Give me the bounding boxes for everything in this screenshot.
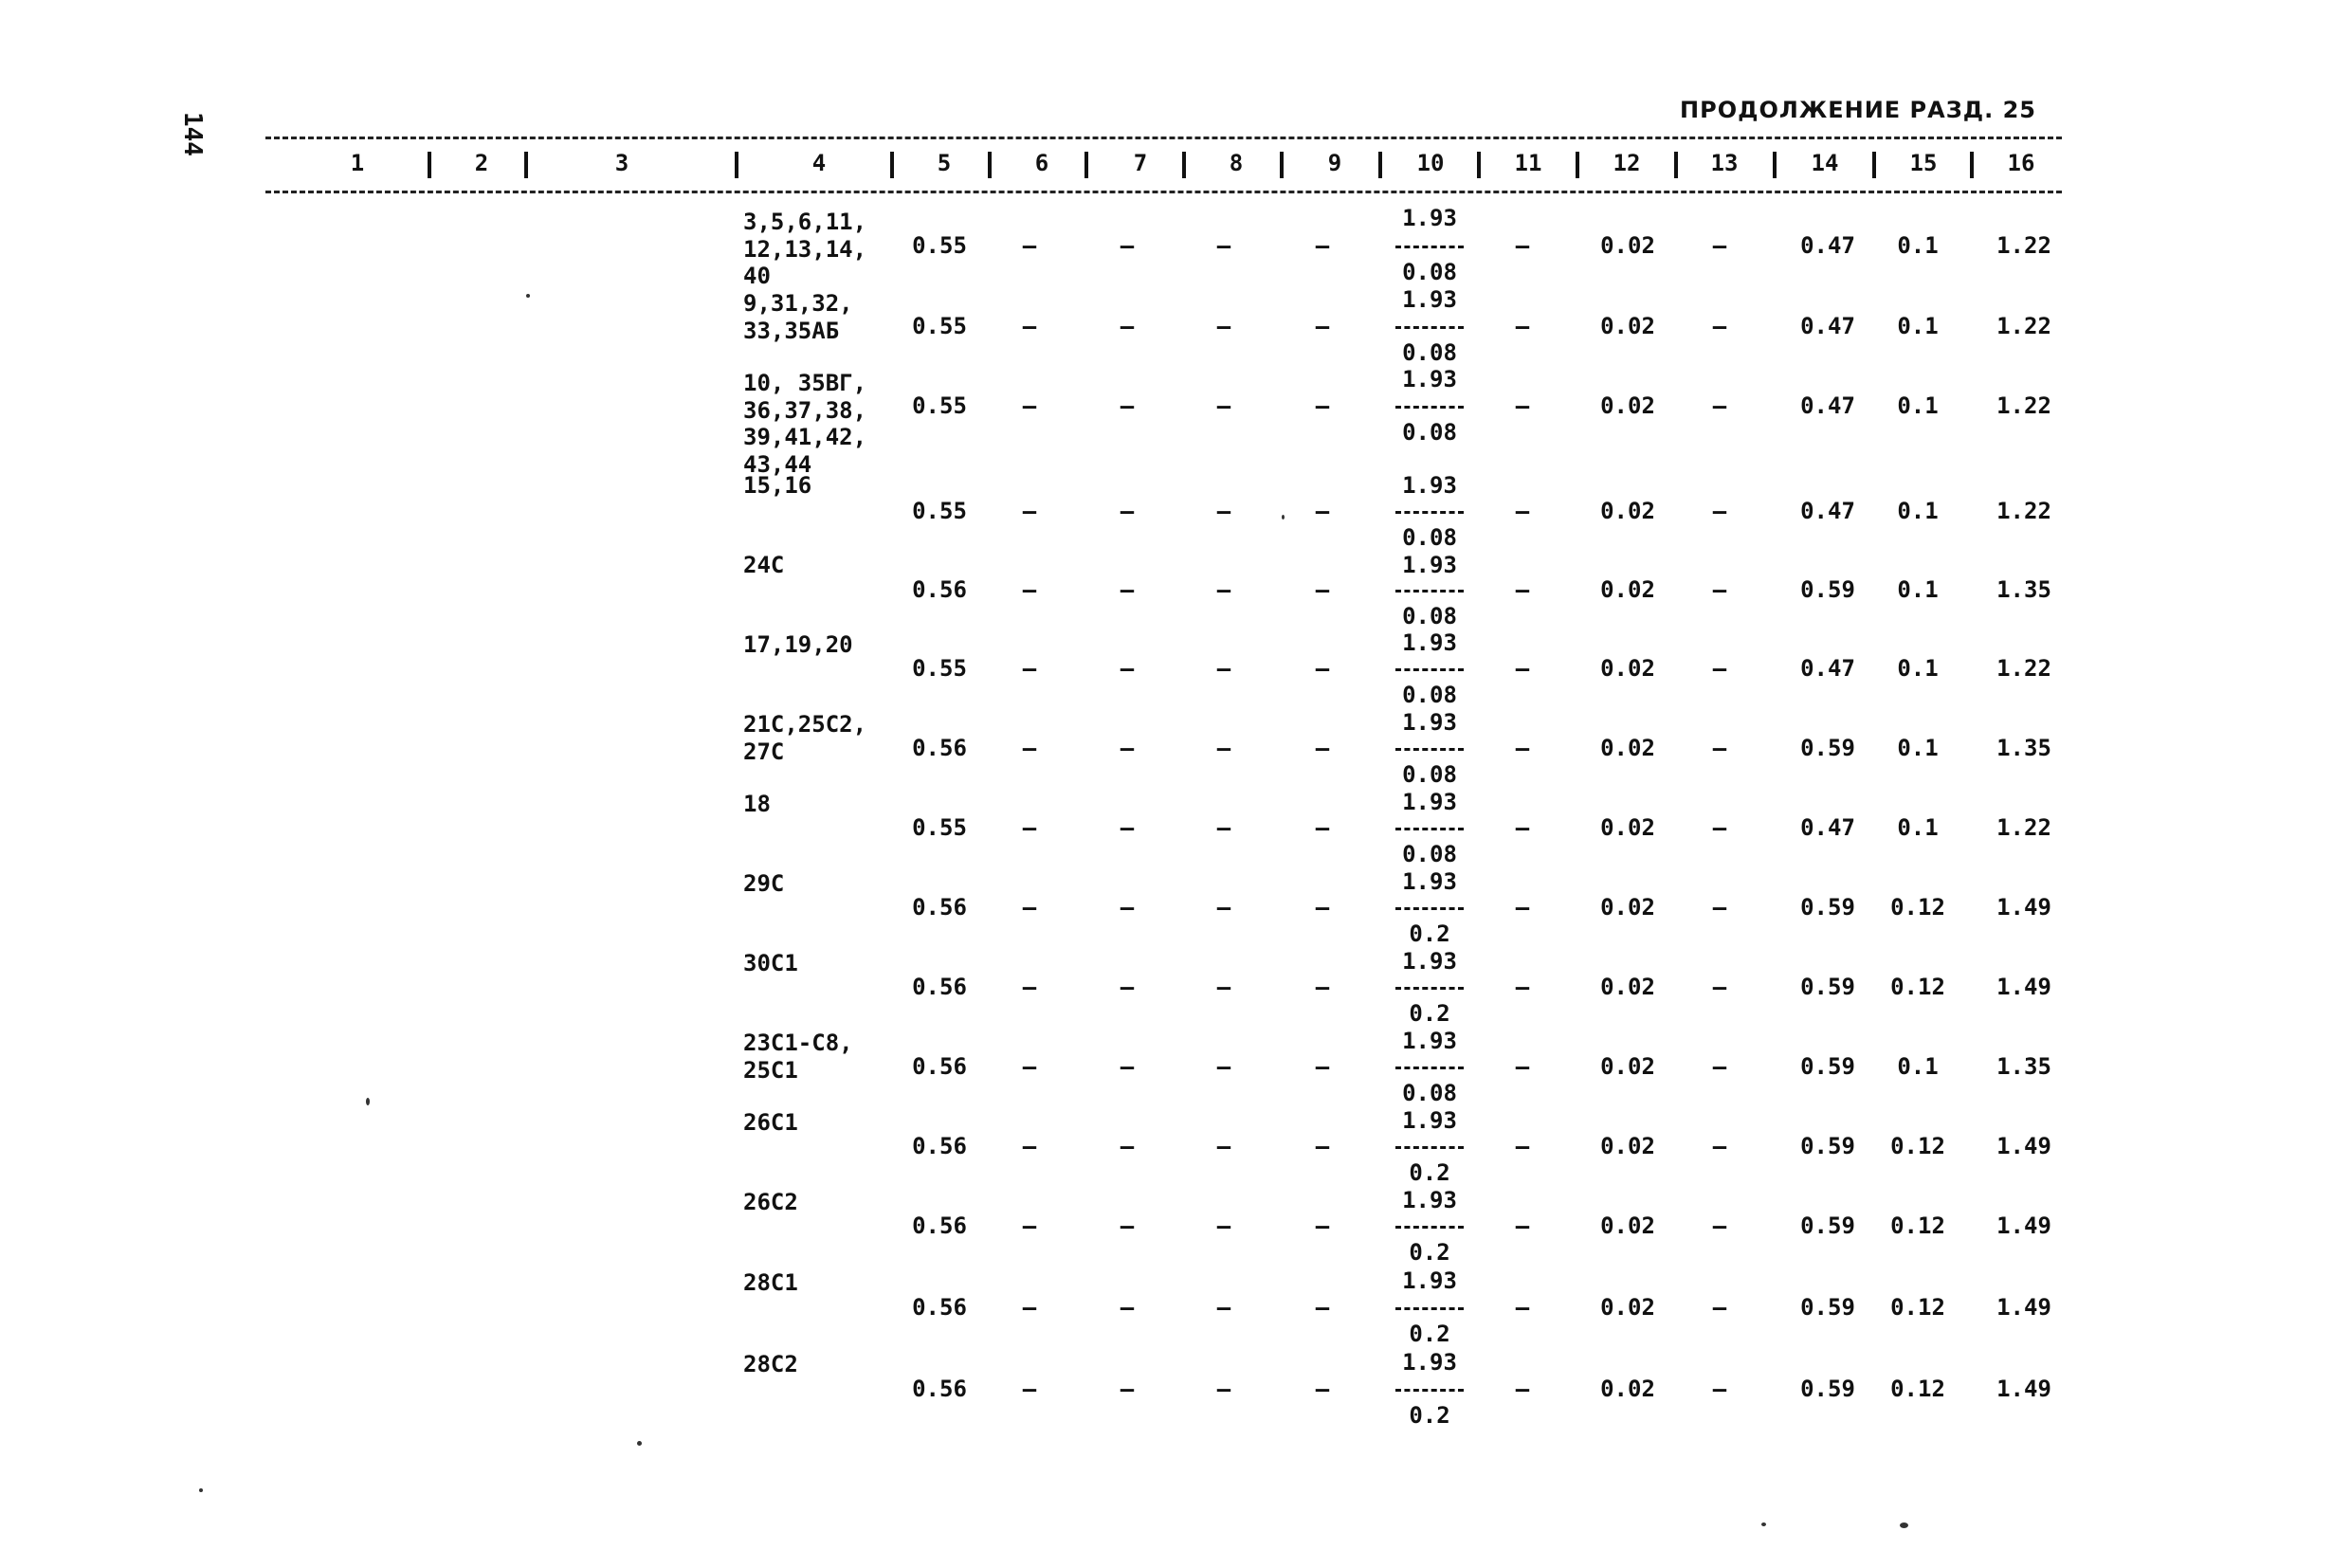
column-header-5: 5 xyxy=(937,150,952,176)
cell-c16: 1.22 xyxy=(1996,498,2051,524)
cell-c10-numerator: 1.93 xyxy=(1402,552,1457,578)
cell-c14: 0.59 xyxy=(1800,894,1855,921)
cell-c5: 0.56 xyxy=(912,576,967,603)
cell-c11: – xyxy=(1515,392,1530,419)
cell-c11: – xyxy=(1515,894,1530,921)
cell-c15: 0.1 xyxy=(1897,655,1939,682)
cell-c13: – xyxy=(1712,1053,1727,1080)
cell-col4-line: 39,41,42, xyxy=(743,424,867,450)
cell-c8: – xyxy=(1216,1294,1231,1321)
cell-c8: – xyxy=(1216,1212,1231,1239)
cell-c9: – xyxy=(1315,1294,1330,1321)
cell-c14: 0.47 xyxy=(1800,814,1855,841)
cell-c15: 0.12 xyxy=(1890,1212,1945,1239)
cell-c10-denominator: 0.08 xyxy=(1402,259,1457,285)
cell-c8: – xyxy=(1216,894,1231,921)
cell-c11: – xyxy=(1515,1376,1530,1402)
cell-c7: – xyxy=(1120,1212,1135,1239)
column-header-7: 7 xyxy=(1133,150,1148,176)
cell-c15: 0.1 xyxy=(1897,392,1939,419)
cell-c7: – xyxy=(1120,498,1135,524)
scan-speck xyxy=(1761,1522,1766,1526)
cell-c7: – xyxy=(1120,974,1135,1000)
cell-c11: – xyxy=(1515,655,1530,682)
fraction-bar xyxy=(1395,1146,1464,1149)
column-header-13: 13 xyxy=(1710,150,1739,176)
cell-c5: 0.55 xyxy=(912,498,967,524)
column-header-10: 10 xyxy=(1416,150,1445,176)
cell-c8: – xyxy=(1216,974,1231,1000)
cell-c16: 1.49 xyxy=(1996,974,2051,1000)
cell-c14: 0.59 xyxy=(1800,974,1855,1000)
cell-c12: 0.02 xyxy=(1600,1294,1655,1321)
column-header-8: 8 xyxy=(1229,150,1244,176)
cell-c14: 0.59 xyxy=(1800,1212,1855,1239)
cell-c10-numerator: 1.93 xyxy=(1402,629,1457,656)
cell-c11: – xyxy=(1515,576,1530,603)
cell-c16: 1.49 xyxy=(1996,1294,2051,1321)
cell-c5: 0.56 xyxy=(912,974,967,1000)
column-header-15: 15 xyxy=(1909,150,1938,176)
cell-c10-denominator: 0.08 xyxy=(1402,1080,1457,1106)
column-header-4: 4 xyxy=(811,150,827,176)
column-separator xyxy=(1182,152,1186,178)
cell-c10-numerator: 1.93 xyxy=(1402,205,1457,231)
cell-c10-numerator: 1.93 xyxy=(1402,472,1457,499)
cell-c6: – xyxy=(1022,894,1037,921)
column-header-6: 6 xyxy=(1034,150,1049,176)
cell-c5: 0.56 xyxy=(912,1294,967,1321)
cell-col4-line: 25С1 xyxy=(743,1056,798,1084)
cell-c10-numerator: 1.93 xyxy=(1402,286,1457,313)
cell-c10-denominator: 0.08 xyxy=(1402,841,1457,867)
column-separator xyxy=(1576,152,1579,178)
cell-c11: – xyxy=(1515,232,1530,259)
cell-c9: – xyxy=(1315,814,1330,841)
cell-c10-numerator: 1.93 xyxy=(1402,948,1457,975)
cell-c15: 0.1 xyxy=(1897,313,1939,339)
cell-col4-line: 28С2 xyxy=(743,1351,798,1377)
cell-col4-line: 10, 35ВГ, xyxy=(743,370,867,396)
column-separator xyxy=(1773,152,1777,178)
cell-c14: 0.59 xyxy=(1800,1133,1855,1159)
cell-c5: 0.56 xyxy=(912,1212,967,1239)
cell-c12: 0.02 xyxy=(1600,814,1655,841)
cell-c8: – xyxy=(1216,655,1231,682)
cell-c13: – xyxy=(1712,232,1727,259)
cell-c5: 0.55 xyxy=(912,392,967,419)
cell-c7: – xyxy=(1120,655,1135,682)
cell-c10-numerator: 1.93 xyxy=(1402,1267,1457,1294)
cell-c9: – xyxy=(1315,1212,1330,1239)
cell-col4-line: 12,13,14, xyxy=(743,235,867,263)
cell-c15: 0.1 xyxy=(1897,498,1939,524)
cell-c14: 0.47 xyxy=(1800,498,1855,524)
cell-c15: 0.1 xyxy=(1897,576,1939,603)
cell-col4-line: 28С1 xyxy=(743,1269,798,1296)
cell-c6: – xyxy=(1022,313,1037,339)
cell-c16: 1.35 xyxy=(1996,735,2051,761)
cell-c5: 0.55 xyxy=(912,232,967,259)
cell-col4-line: 33,35АБ xyxy=(743,317,840,344)
cell-c6: – xyxy=(1022,974,1037,1000)
cell-c14: 0.47 xyxy=(1800,655,1855,682)
cell-c9: – xyxy=(1315,576,1330,603)
cell-c15: 0.12 xyxy=(1890,894,1945,921)
cell-c10-numerator: 1.93 xyxy=(1402,709,1457,736)
column-header-1: 1 xyxy=(350,150,365,176)
cell-c9: – xyxy=(1315,894,1330,921)
cell-c16: 1.49 xyxy=(1996,1376,2051,1402)
cell-col4-line: 40 xyxy=(743,263,771,289)
cell-c16: 1.49 xyxy=(1996,1212,2051,1239)
column-header-16: 16 xyxy=(2007,150,2035,176)
section-title: ПРОДОЛЖЕНИЕ РАЗД. 25 xyxy=(1680,97,2036,123)
cell-c8: – xyxy=(1216,1053,1231,1080)
column-separator xyxy=(988,152,992,178)
cell-c13: – xyxy=(1712,576,1727,603)
cell-c6: – xyxy=(1022,1053,1037,1080)
column-separator xyxy=(428,152,431,178)
cell-c11: – xyxy=(1515,1053,1530,1080)
cell-c7: – xyxy=(1120,735,1135,761)
cell-c13: – xyxy=(1712,1212,1727,1239)
cell-c9: – xyxy=(1315,498,1330,524)
column-separator xyxy=(1674,152,1678,178)
cell-c14: 0.47 xyxy=(1800,232,1855,259)
column-separator xyxy=(1378,152,1382,178)
cell-c16: 1.22 xyxy=(1996,232,2051,259)
cell-c10-denominator: 0.08 xyxy=(1402,603,1457,629)
cell-c13: – xyxy=(1712,392,1727,419)
column-separator xyxy=(1084,152,1088,178)
cell-c10-numerator: 1.93 xyxy=(1402,789,1457,815)
cell-c16: 1.22 xyxy=(1996,313,2051,339)
scan-speck xyxy=(366,1098,370,1105)
cell-c11: – xyxy=(1515,1212,1530,1239)
fraction-bar xyxy=(1395,1226,1464,1229)
cell-c6: – xyxy=(1022,498,1037,524)
cell-c12: 0.02 xyxy=(1600,1212,1655,1239)
column-header-11: 11 xyxy=(1514,150,1542,176)
cell-c10-numerator: 1.93 xyxy=(1402,366,1457,392)
cell-c10-denominator: 0.2 xyxy=(1409,1239,1450,1266)
fraction-bar xyxy=(1395,987,1464,990)
cell-c5: 0.56 xyxy=(912,1376,967,1402)
cell-c5: 0.56 xyxy=(912,735,967,761)
fraction-bar xyxy=(1395,1067,1464,1069)
column-header-3: 3 xyxy=(614,150,629,176)
cell-c12: 0.02 xyxy=(1600,655,1655,682)
fraction-bar xyxy=(1395,511,1464,514)
cell-c9: – xyxy=(1315,1376,1330,1402)
cell-c6: – xyxy=(1022,576,1037,603)
cell-c10-denominator: 0.08 xyxy=(1402,761,1457,788)
cell-c7: – xyxy=(1120,814,1135,841)
cell-c11: – xyxy=(1515,814,1530,841)
cell-c13: – xyxy=(1712,1376,1727,1402)
cell-col4-line: 9,31,32, xyxy=(743,290,853,317)
cell-c7: – xyxy=(1120,1294,1135,1321)
cell-c12: 0.02 xyxy=(1600,498,1655,524)
header-bottom-rule xyxy=(265,191,2062,193)
cell-c15: 0.1 xyxy=(1897,814,1939,841)
cell-c14: 0.59 xyxy=(1800,576,1855,603)
cell-c14: 0.59 xyxy=(1800,1053,1855,1080)
cell-col4-line: 24С xyxy=(743,552,785,578)
cell-c8: – xyxy=(1216,232,1231,259)
cell-c11: – xyxy=(1515,1294,1530,1321)
cell-c10-numerator: 1.93 xyxy=(1402,868,1457,895)
cell-c5: 0.56 xyxy=(912,1053,967,1080)
column-header-9: 9 xyxy=(1327,150,1342,176)
cell-c9: – xyxy=(1315,1053,1330,1080)
fraction-bar xyxy=(1395,590,1464,593)
cell-c7: – xyxy=(1120,1133,1135,1159)
fraction-bar xyxy=(1395,748,1464,751)
column-separator xyxy=(1280,152,1284,178)
cell-c7: – xyxy=(1120,576,1135,603)
fraction-bar xyxy=(1395,828,1464,830)
cell-c16: 1.22 xyxy=(1996,655,2051,682)
column-separator xyxy=(735,152,738,178)
cell-c5: 0.55 xyxy=(912,313,967,339)
cell-col4-line: 26С2 xyxy=(743,1189,798,1215)
cell-c5: 0.56 xyxy=(912,1133,967,1159)
cell-col4-line: 27С xyxy=(743,738,785,765)
cell-c16: 1.49 xyxy=(1996,1133,2051,1159)
column-header-12: 12 xyxy=(1613,150,1641,176)
scan-speck xyxy=(1282,515,1285,520)
fraction-bar xyxy=(1395,907,1464,910)
cell-c7: – xyxy=(1120,232,1135,259)
cell-c13: – xyxy=(1712,313,1727,339)
cell-c14: 0.47 xyxy=(1800,392,1855,419)
cell-c10-denominator: 0.08 xyxy=(1402,339,1457,366)
cell-c10-numerator: 1.93 xyxy=(1402,1187,1457,1213)
cell-c15: 0.1 xyxy=(1897,735,1939,761)
cell-c12: 0.02 xyxy=(1600,313,1655,339)
cell-col4-line: 15,16 xyxy=(743,472,812,499)
cell-c6: – xyxy=(1022,735,1037,761)
cell-c13: – xyxy=(1712,974,1727,1000)
cell-c16: 1.49 xyxy=(1996,894,2051,921)
cell-c6: – xyxy=(1022,232,1037,259)
cell-c6: – xyxy=(1022,814,1037,841)
fraction-bar xyxy=(1395,326,1464,329)
column-header-14: 14 xyxy=(1811,150,1839,176)
cell-c9: – xyxy=(1315,735,1330,761)
cell-c9: – xyxy=(1315,655,1330,682)
cell-c16: 1.35 xyxy=(1996,576,2051,603)
cell-c5: 0.55 xyxy=(912,814,967,841)
cell-c7: – xyxy=(1120,392,1135,419)
cell-c9: – xyxy=(1315,1133,1330,1159)
cell-col4-line: 18 xyxy=(743,791,771,817)
cell-c8: – xyxy=(1216,1133,1231,1159)
cell-c15: 0.1 xyxy=(1897,232,1939,259)
column-separator xyxy=(1970,152,1974,178)
cell-c13: – xyxy=(1712,894,1727,921)
cell-c8: – xyxy=(1216,392,1231,419)
cell-c8: – xyxy=(1216,1376,1231,1402)
cell-c10-denominator: 0.2 xyxy=(1409,921,1450,947)
cell-col4-line: 36,37,38, xyxy=(743,396,867,424)
fraction-bar xyxy=(1395,1389,1464,1392)
cell-c10-numerator: 1.93 xyxy=(1402,1107,1457,1134)
cell-c11: – xyxy=(1515,498,1530,524)
cell-c10-denominator: 0.2 xyxy=(1409,1321,1450,1347)
cell-c10-denominator: 0.08 xyxy=(1402,524,1457,551)
fraction-bar xyxy=(1395,406,1464,409)
column-header-2: 2 xyxy=(474,150,489,176)
cell-col4-line: 43,44 xyxy=(743,450,812,478)
cell-c6: – xyxy=(1022,392,1037,419)
cell-c10-numerator: 1.93 xyxy=(1402,1028,1457,1054)
cell-c12: 0.02 xyxy=(1600,1053,1655,1080)
cell-c12: 0.02 xyxy=(1600,894,1655,921)
scan-speck xyxy=(199,1488,203,1492)
cell-c9: – xyxy=(1315,313,1330,339)
cell-c10-denominator: 0.2 xyxy=(1409,1000,1450,1027)
header-top-rule xyxy=(265,137,2062,139)
cell-c12: 0.02 xyxy=(1600,1133,1655,1159)
cell-c9: – xyxy=(1315,232,1330,259)
cell-c13: – xyxy=(1712,814,1727,841)
cell-c10-denominator: 0.08 xyxy=(1402,419,1457,446)
cell-c12: 0.02 xyxy=(1600,735,1655,761)
cell-col4-line: 17,19,20 xyxy=(743,631,853,658)
cell-c15: 0.12 xyxy=(1890,974,1945,1000)
cell-c8: – xyxy=(1216,498,1231,524)
cell-c12: 0.02 xyxy=(1600,576,1655,603)
cell-c6: – xyxy=(1022,655,1037,682)
cell-c11: – xyxy=(1515,735,1530,761)
column-separator xyxy=(524,152,528,178)
cell-c7: – xyxy=(1120,313,1135,339)
cell-c10-denominator: 0.08 xyxy=(1402,682,1457,708)
cell-c15: 0.12 xyxy=(1890,1376,1945,1402)
cell-c14: 0.59 xyxy=(1800,735,1855,761)
cell-c13: – xyxy=(1712,655,1727,682)
cell-c16: 1.22 xyxy=(1996,392,2051,419)
cell-c8: – xyxy=(1216,735,1231,761)
cell-c12: 0.02 xyxy=(1600,974,1655,1000)
column-separator xyxy=(890,152,894,178)
cell-c7: – xyxy=(1120,1376,1135,1402)
cell-col4-line: 3,5,6,11, xyxy=(743,209,867,235)
cell-c5: 0.55 xyxy=(912,655,967,682)
cell-c9: – xyxy=(1315,392,1330,419)
cell-c13: – xyxy=(1712,1133,1727,1159)
fraction-bar xyxy=(1395,1307,1464,1310)
cell-c14: 0.59 xyxy=(1800,1376,1855,1402)
cell-c7: – xyxy=(1120,894,1135,921)
cell-c12: 0.02 xyxy=(1600,232,1655,259)
cell-c15: 0.12 xyxy=(1890,1133,1945,1159)
cell-c16: 1.22 xyxy=(1996,814,2051,841)
cell-c12: 0.02 xyxy=(1600,392,1655,419)
cell-c13: – xyxy=(1712,1294,1727,1321)
cell-c8: – xyxy=(1216,576,1231,603)
cell-c15: 0.1 xyxy=(1897,1053,1939,1080)
fraction-bar xyxy=(1395,246,1464,248)
cell-c10-numerator: 1.93 xyxy=(1402,1349,1457,1376)
cell-c13: – xyxy=(1712,498,1727,524)
cell-col4-line: 21С,25С2, xyxy=(743,711,867,738)
cell-c11: – xyxy=(1515,974,1530,1000)
cell-c6: – xyxy=(1022,1294,1037,1321)
cell-c8: – xyxy=(1216,313,1231,339)
cell-c6: – xyxy=(1022,1133,1037,1159)
cell-c12: 0.02 xyxy=(1600,1376,1655,1402)
cell-c9: – xyxy=(1315,974,1330,1000)
cell-c10-denominator: 0.2 xyxy=(1409,1402,1450,1429)
cell-c14: 0.59 xyxy=(1800,1294,1855,1321)
cell-c5: 0.56 xyxy=(912,894,967,921)
column-separator xyxy=(1477,152,1481,178)
page-number: 144 xyxy=(178,112,207,156)
cell-c8: – xyxy=(1216,814,1231,841)
cell-c14: 0.47 xyxy=(1800,313,1855,339)
cell-c6: – xyxy=(1022,1376,1037,1402)
cell-col4-line: 29С xyxy=(743,870,785,897)
cell-c6: – xyxy=(1022,1212,1037,1239)
cell-col4-line: 26С1 xyxy=(743,1109,798,1136)
cell-col4-line: 30С1 xyxy=(743,950,798,976)
scan-speck xyxy=(637,1441,642,1446)
cell-c7: – xyxy=(1120,1053,1135,1080)
cell-col4-line: 23С1-С8, xyxy=(743,1030,853,1056)
table-header-row xyxy=(265,150,2062,184)
scan-speck xyxy=(526,294,530,298)
cell-c11: – xyxy=(1515,313,1530,339)
cell-c16: 1.35 xyxy=(1996,1053,2051,1080)
cell-c13: – xyxy=(1712,735,1727,761)
cell-c15: 0.12 xyxy=(1890,1294,1945,1321)
scan-speck xyxy=(1900,1522,1908,1528)
cell-c10-denominator: 0.2 xyxy=(1409,1159,1450,1186)
column-separator xyxy=(1872,152,1876,178)
fraction-bar xyxy=(1395,668,1464,671)
cell-c11: – xyxy=(1515,1133,1530,1159)
